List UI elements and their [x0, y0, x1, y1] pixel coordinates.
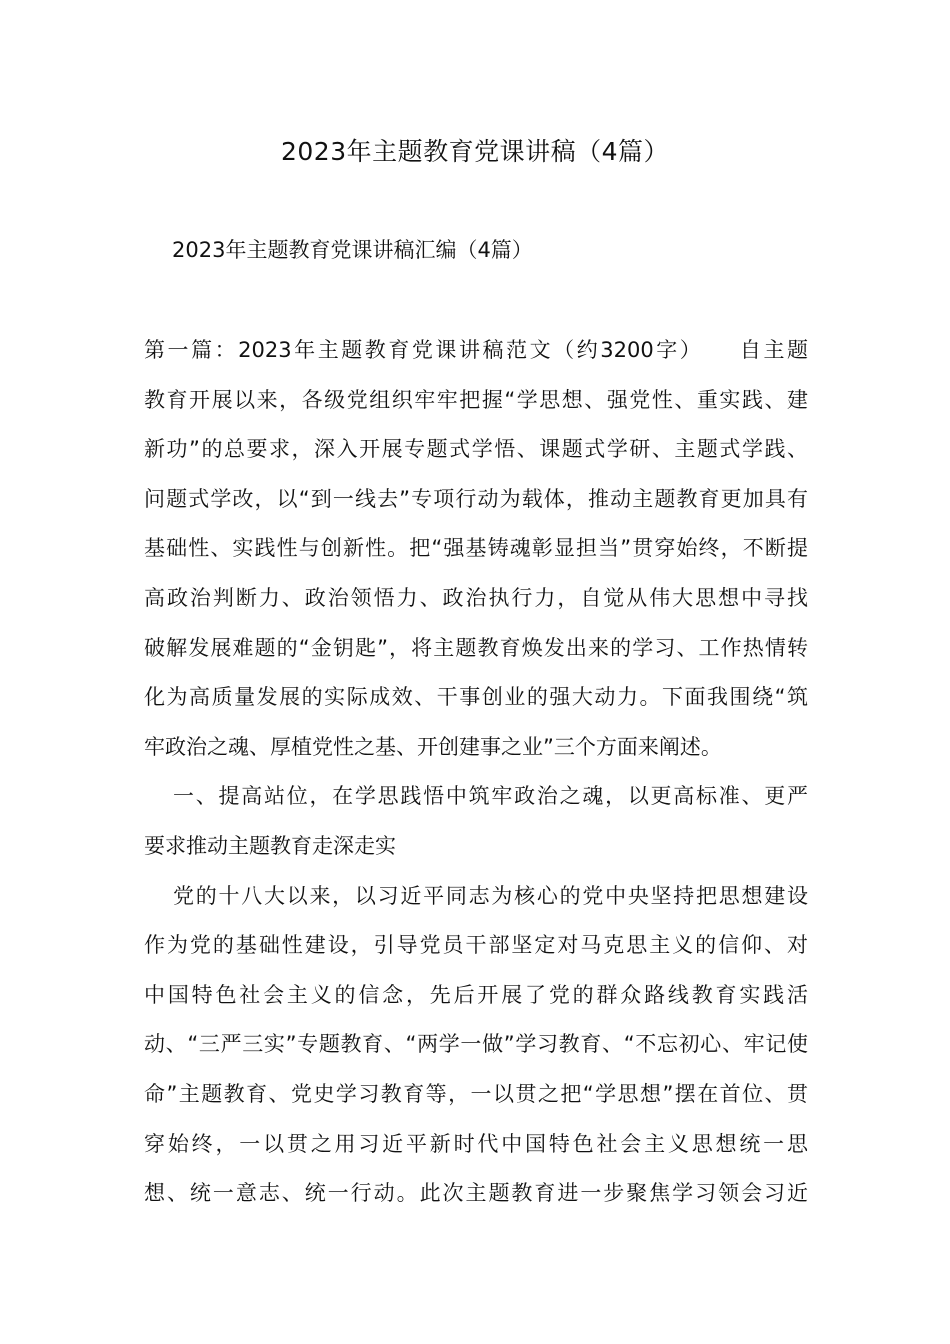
- body-line: 动、“三严三实”专题教育、“两学一做”学习教育、“不忘初心、牢记使: [144, 1032, 808, 1057]
- body-line: 党的十八大以来，以习近平同志为核心的党中央坚持把思想建设: [173, 883, 808, 908]
- body-line: 命”主题教育、党史学习教育等，一以贯之把“学思想”摆在首位、贯: [144, 1081, 808, 1106]
- body-line: 高政治判断力、政治领悟力、政治执行力，自觉从伟大思想中寻找: [144, 585, 808, 610]
- body-line: 作为党的基础性建设，引导党员干部坚定对马克思主义的信仰、对: [144, 933, 808, 958]
- body-line: 中国特色社会主义的信念，先后开展了党的群众路线教育实践活: [144, 982, 808, 1007]
- body-line: 基础性、实践性与创新性。把“强基铸魂彰显担当”贯穿始终，不断提: [144, 536, 808, 561]
- body-line: 要求推动主题教育走深走实: [144, 833, 396, 858]
- body-line: 一、提高站位，在学思践悟中筑牢政治之魂，以更高标准、更严: [173, 784, 808, 809]
- body-line: 想、统一意志、统一行动。此次主题教育进一步聚焦学习领会习近: [144, 1181, 808, 1206]
- body-line: 问题式学改，以“到一线去”专项行动为载体，推动主题教育更加具有: [144, 486, 808, 511]
- body-line: 牢政治之魂、厚植党性之基、开创建事之业”三个方面来阐述。: [144, 734, 722, 759]
- body-line: 化为高质量发展的实际成效、干事创业的强大动力。下面我围绕“筑: [144, 685, 808, 710]
- body-line: 新功”的总要求，深入开展专题式学悟、课题式学研、主题式学践、: [144, 437, 808, 462]
- document-body: [144, 326, 808, 1219]
- body-line: 教育开展以来，各级党组织牢牢把握“学思想、强党性、重实践、建: [144, 387, 808, 412]
- document-title: 2023年主题教育党课讲稿（4篇）: [280, 137, 670, 166]
- body-line: 穿始终，一以贯之用习近平新时代中国特色社会主义思想统一思: [144, 1131, 808, 1156]
- body-line: 第一篇：2023年主题教育党课讲稿范文（约3200字） 自主题: [144, 338, 808, 362]
- body-line: 破解发展难题的“金钥匙”，将主题教育焕发出来的学习、工作热情转: [144, 635, 808, 660]
- document-subtitle: 2023年主题教育党课讲稿汇编（4篇）: [172, 238, 533, 262]
